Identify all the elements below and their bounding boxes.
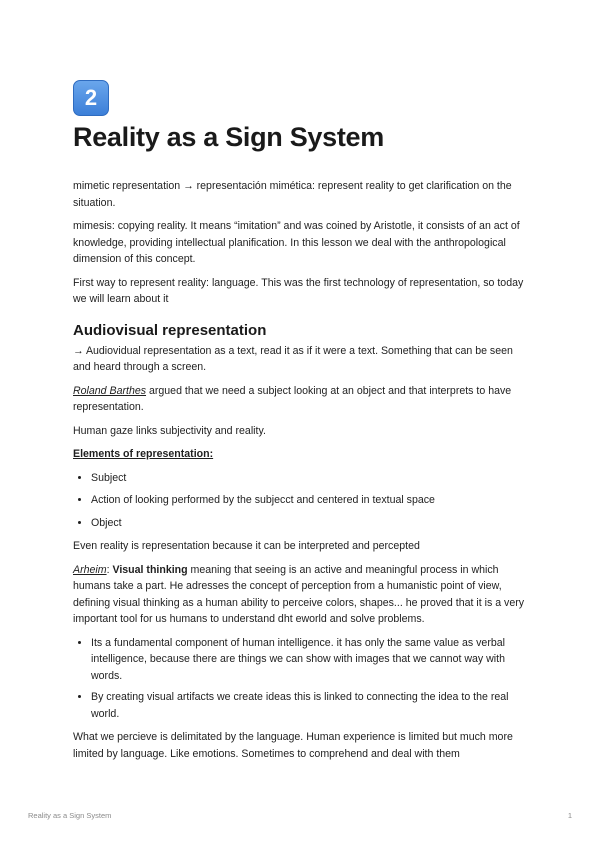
list-item: • Object bbox=[91, 515, 525, 532]
section-heading: Audiovisual representation bbox=[73, 321, 267, 339]
list-item: • Subject bbox=[91, 470, 525, 487]
even-paragraph: Even reality is representation because it can be interpreted and percepted bbox=[73, 540, 420, 552]
document-page bbox=[73, 80, 525, 769]
page-footer bbox=[28, 811, 572, 820]
gaze-paragraph: Human gaze links subjectivity and reality. bbox=[73, 424, 266, 437]
visual-thinking-term: Visual thinking bbox=[112, 563, 188, 576]
barthes-name: Roland Barthes bbox=[73, 384, 147, 397]
footer-title: Reality as a Sign System bbox=[28, 811, 112, 820]
elements-heading: Elements of representation: bbox=[73, 448, 214, 460]
arheim-name: Arheim bbox=[73, 563, 107, 576]
page-number: 1 bbox=[567, 811, 572, 820]
elements-list bbox=[73, 470, 525, 532]
arheim-text: meaning that seeing is an active and meaningful process in which humans take a part. He adresses the concept of perception from a humanistic point of view, defining visual thinking as a human ability to perceive colors, shapes... he proved that it is a very important tool for us humans to understand dht eworld and solve problems. bbox=[73, 563, 525, 625]
page-title: Reality as a Sign System bbox=[73, 122, 384, 152]
intro-paragraph-2: mimesis: copying reality. It means “imitation” and was coined by Aristotle, it consists of an act of knowledge, providing intellectual planification. In this lesson we deal with the anthropological dimension of this concept. bbox=[73, 220, 520, 265]
number-two-icon: 2 bbox=[73, 80, 109, 116]
list-item: • By creating visual artifacts we create ideas this is linked to connecting the idea to the real world. bbox=[91, 689, 525, 722]
intro-paragraph-3: First way to represent reality: language. This was the first technology of representation, so today we will learn about it bbox=[73, 276, 524, 305]
barthes-paragraph bbox=[73, 383, 525, 416]
arheim-paragraph bbox=[73, 562, 525, 628]
intro-paragraph-1: mimetic representation → representación mimética: represent reality to get clarification on the situation. bbox=[73, 180, 512, 209]
list-item: • Its a fundamental component of human intelligence. it has only the same value as verbal intelligence, because there are things we can show with images that we cannot way with words. bbox=[91, 635, 525, 685]
barthes-text: argued that we need a subject looking at an object and that interprets to have representation. bbox=[73, 384, 512, 413]
last-paragraph: What we percieve is delimitated by the language. Human experience is limited but much more limited by language. Like emotions. Sometimes to comprehend and deal with them bbox=[73, 731, 513, 760]
points-list bbox=[73, 635, 525, 723]
arheim-colon: : bbox=[106, 563, 113, 576]
list-item: • Action of looking performed by the subjecct and centered in textual space bbox=[91, 492, 525, 509]
section-paragraph-1: → Audiovidual representation as a text, read it as if it were a text. Something that can be seen and heard through a screen. bbox=[73, 344, 513, 373]
